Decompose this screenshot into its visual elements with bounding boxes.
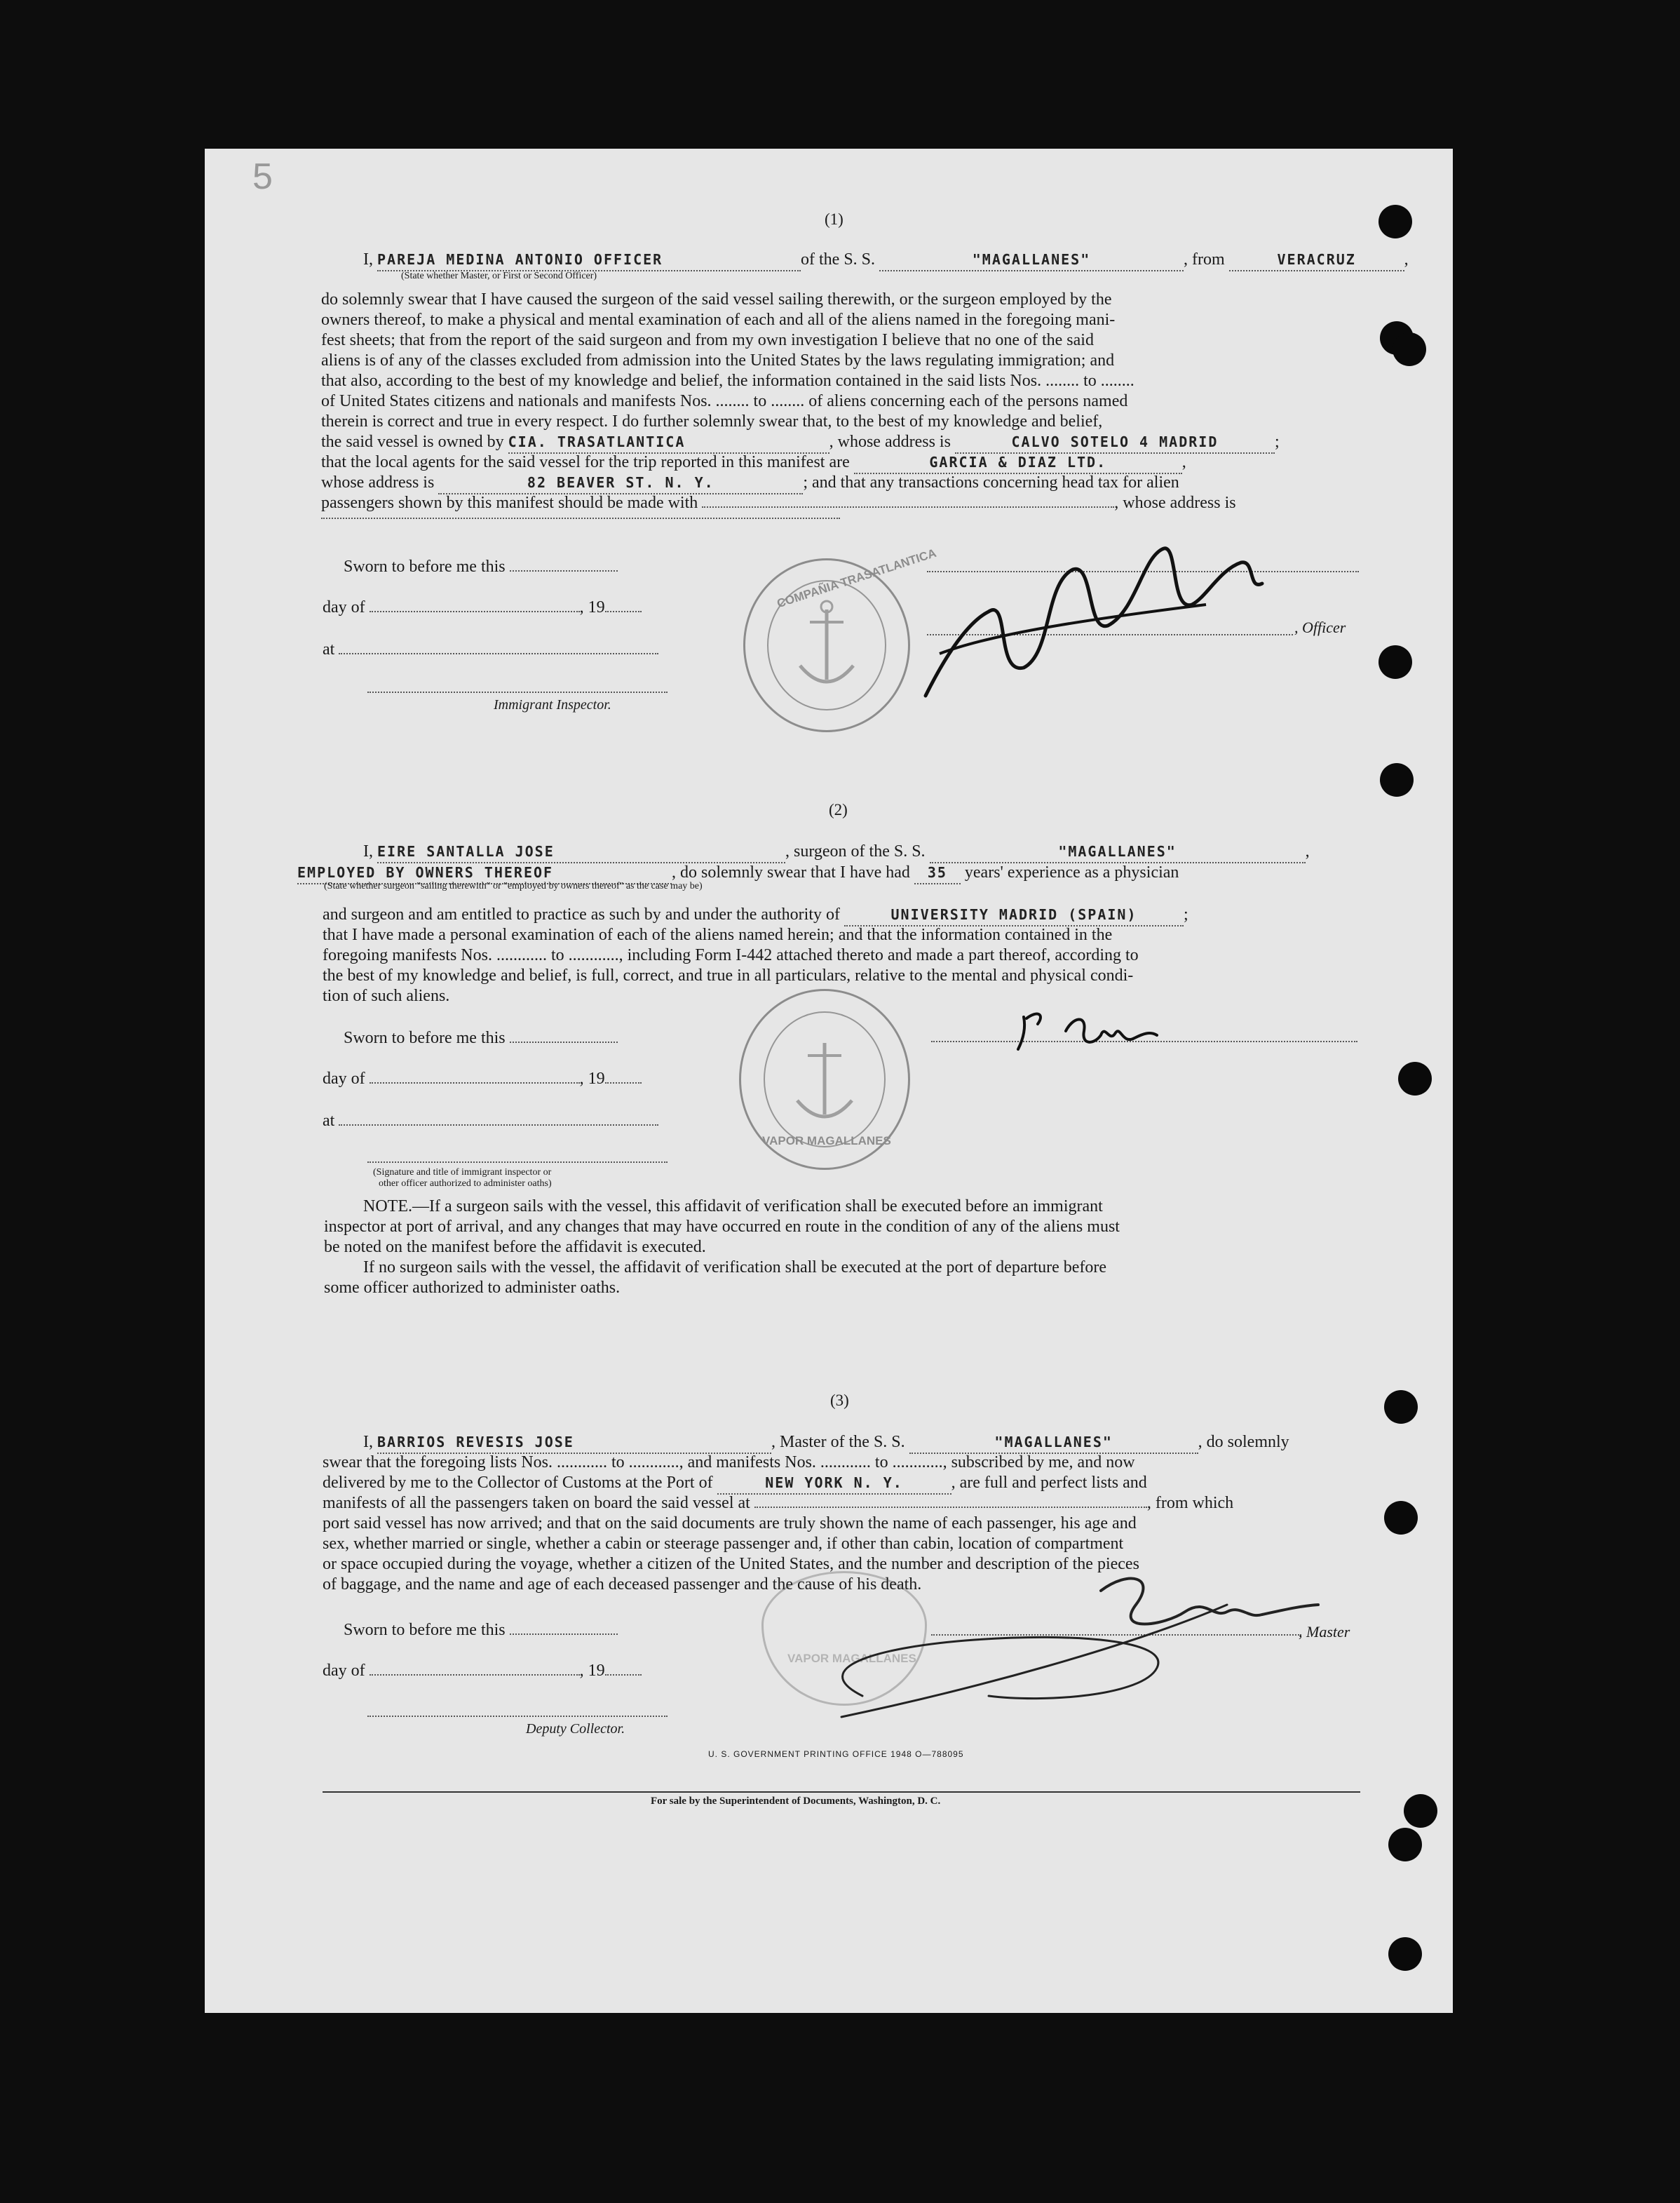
text-line: therein is correct and true in every respect. I do further solemnly swear that, to the best of my knowledge and belief, — [321, 412, 1103, 431]
text-line: that also, according to the best of my knowledge and belief, the information contained in the said lists Nos. ........ to ........ — [321, 372, 1134, 390]
deputy-collector-label: Deputy Collector. — [526, 1721, 625, 1737]
s3-line-2: swear that the foregoing lists Nos. ............ to ............, and manifests Nos. ............ to ............, subscribed by me, and now — [323, 1453, 1135, 1471]
text-line: of baggage, and the name and age of each deceased passenger and the cause of his death. — [323, 1575, 922, 1594]
caption-surgeon: (State whether surgeon "sailing therewith" or "employed by owners thereof" as the case may be) — [324, 881, 703, 891]
agents-address: 82 BEAVER ST. N. Y. — [438, 473, 803, 494]
footer-rule — [323, 1791, 1360, 1793]
master-signature — [834, 1563, 1325, 1734]
text-line: owners thereof, to make a physical and mental examination of each and all of the aliens named in the foregoing mani- — [321, 311, 1116, 329]
s1-sworn: Sworn to before me this — [344, 557, 618, 577]
text-line: be noted on the manifest before the affidavit is executed. — [324, 1238, 706, 1256]
surgeon-name: EIRE SANTALLA JOSE — [377, 842, 785, 863]
punch-hole — [1398, 1062, 1432, 1096]
printing-office-line: U. S. GOVERNMENT PRINTING OFFICE 1948 O—788095 — [708, 1749, 964, 1759]
years-experience: 35 — [914, 863, 961, 884]
text-line: of United States citizens and nationals and manifests Nos. ........ to ........ of aliens concerning each of the persons named — [321, 392, 1128, 410]
s3-sworn: Sworn to before me this — [344, 1620, 618, 1641]
vessel-owner: CIA. TRASATLANTICA — [508, 432, 829, 454]
punch-hole — [1388, 1828, 1422, 1861]
punch-hole — [1384, 1501, 1418, 1535]
text-line: tion of such aliens. — [323, 987, 450, 1005]
caption-master: (State whether Master, or First or Second Officer) — [401, 271, 597, 281]
from-port: VERACRUZ — [1229, 250, 1404, 271]
stamp-text: VAPOR MAGALLANES — [787, 1652, 916, 1665]
owner-address: CALVO SOTELO 4 MADRID — [955, 432, 1275, 454]
section-2-number: (2) — [829, 801, 848, 818]
text-line: fest sheets; that from the report of the said surgeon and from my own investigation I believe that no one of the said — [321, 331, 1094, 349]
officer-name: PAREJA MEDINA ANTONIO OFFICER — [377, 250, 801, 271]
text-line: If no surgeon sails with the vessel, the affidavit of verification shall be executed at the port of departure before — [363, 1258, 1107, 1276]
stamp-text: COMPAÑIA TRASATLANTICA — [775, 546, 938, 611]
sig-caption-1: (Signature and title of immigrant inspector or — [373, 1167, 552, 1178]
s3-vessel-name: "MAGALLANES" — [909, 1432, 1198, 1454]
text-line: sex, whether married or single, whether a cabin or steerage passenger and, if other than cabin, location of compartment — [323, 1535, 1124, 1553]
s2-vessel-name: "MAGALLANES" — [930, 842, 1306, 863]
arrival-port: NEW YORK N. Y. — [717, 1473, 951, 1495]
surgeon-employment: EMPLOYED BY OWNERS THEREOF — [297, 863, 672, 884]
surgeon-line: I, EIRE SANTALLA JOSE , surgeon of the S. S. "MAGALLANES" , — [363, 842, 1310, 863]
text-line: port said vessel has now arrived; and that on the said documents are truly shown the name of each passenger, his age and — [323, 1514, 1137, 1532]
agents-address-line: whose address is 82 BEAVER ST. N. Y. ; and that any transactions concerning head tax for alien — [321, 473, 1179, 494]
s2-sworn: Sworn to before me this — [344, 1028, 618, 1049]
punch-hole — [1388, 1937, 1422, 1971]
master-line: I, BARRIOS REVESIS JOSE , Master of the S. S. "MAGALLANES" , do solemnly — [363, 1432, 1289, 1454]
text-line: foregoing manifests Nos. ............ to ............, including Form I-442 attached thereto and made a part thereof, according to — [323, 946, 1139, 964]
master-label: , Master — [1299, 1623, 1350, 1641]
port-line: delivered by me to the Collector of Customs at the Port of NEW YORK N. Y. , are full and perfect lists and — [323, 1473, 1147, 1495]
agents-line: that the local agents for the said vessel for the trip reported in this manifest are GARCIA & DIAZ LTD. , — [321, 452, 1186, 474]
punch-hole — [1378, 645, 1412, 679]
sig-caption-2: other officer authorized to administer oaths) — [379, 1178, 552, 1189]
text-line: or space occupied during the voyage, whether a citizen of the United States, and the number and description of the pieces — [323, 1555, 1139, 1573]
stamp-text: VAPOR MAGALLANES — [762, 1134, 891, 1147]
s3-day-of: day of , 19 — [323, 1661, 642, 1681]
surgeon-signature — [1017, 1003, 1171, 1056]
text-line: NOTE.—If a surgeon sails with the vessel, this affidavit of verification shall be executed before an immigrant — [363, 1197, 1103, 1215]
text-line: that I have made a personal examination of each of the aliens named herein; and that the information contained in the — [323, 926, 1113, 944]
master-name: BARRIOS REVESIS JOSE — [377, 1432, 771, 1454]
text-line: some officer authorized to administer oaths. — [324, 1279, 621, 1297]
punch-hole — [1384, 1390, 1418, 1424]
company-stamp — [739, 989, 910, 1170]
footer-text: For sale by the Superintendent of Documents, Washington, D. C. — [651, 1796, 941, 1807]
immigrant-inspector-label: Immigrant Inspector. — [494, 697, 611, 713]
owner-line: the said vessel is owned by CIA. TRASATLANTICA , whose address is CALVO SOTELO 4 MADRID ; — [321, 432, 1280, 454]
officer-signature — [912, 527, 1276, 713]
authority: UNIVERSITY MADRID (SPAIN) — [844, 905, 1184, 927]
text-line: aliens is of any of the classes excluded from admission into the United States by the laws regulating immigration; and — [321, 351, 1115, 370]
company-stamp — [743, 546, 938, 732]
officer-label: , Officer — [1294, 619, 1346, 636]
authority-line: and surgeon and am entitled to practice as such by and under the authority of UNIVERSITY MADRID (SPAIN) ; — [323, 905, 1188, 927]
local-agents: GARCIA & DIAZ LTD. — [854, 452, 1182, 474]
text-line: the best of my knowledge and belief, is full, correct, and true in all particulars, relative to the mental and physical condi- — [323, 966, 1134, 985]
section-1-officer-line: I, PAREJA MEDINA ANTONIO OFFICER of the S. S. "MAGALLANES" , from VERACRUZ , — [363, 250, 1409, 271]
punch-hole — [1404, 1794, 1437, 1828]
text-line: inspector at port of arrival, and any changes that may have occurred en route in the condition of any of the aliens must — [324, 1218, 1120, 1236]
employed-line: EMPLOYED BY OWNERS THEREOF , do solemnly swear that I have had 35 years' experience as a physician — [297, 863, 1179, 884]
page-number: 5 — [252, 156, 273, 197]
manifests-line: manifests of all the passengers taken on board the said vessel at , from which — [323, 1494, 1234, 1512]
punch-hole — [1380, 763, 1414, 797]
section-3-number: (3) — [830, 1392, 849, 1409]
s1-day-of: day of , 19 — [323, 598, 642, 618]
s1-at: at — [323, 640, 658, 660]
s2-day-of: day of , 19 — [323, 1069, 642, 1089]
vessel-name: "MAGALLANES" — [879, 250, 1184, 271]
head-tax-line: passengers shown by this manifest should be made with , whose address is — [321, 494, 1236, 512]
punch-hole — [1378, 205, 1412, 238]
text-line: do solemnly swear that I have caused the surgeon of the said vessel sailing therewith, or the surgeon employed by the — [321, 290, 1112, 309]
punch-hole — [1393, 332, 1426, 366]
s2-at: at — [323, 1111, 658, 1131]
section-1-number: (1) — [825, 210, 844, 228]
